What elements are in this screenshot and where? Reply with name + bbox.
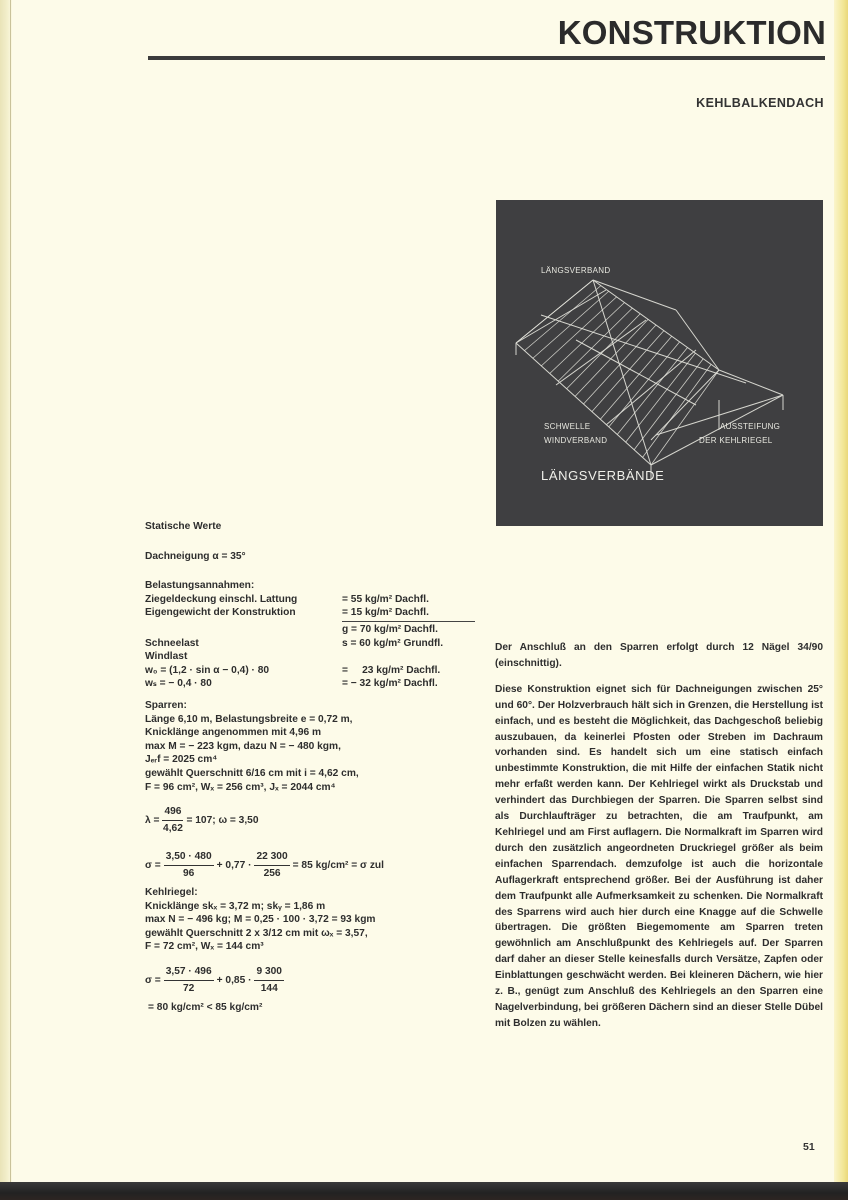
sum-value: g = 70 kg/m² Dachfl. <box>342 623 438 635</box>
lambda-rhs: = 107; ω = 3,50 <box>186 814 259 826</box>
collar-line: Knicklänge skₓ = 3,72 m; skᵧ = 1,86 m <box>145 900 326 912</box>
rafter-line <box>592 331 664 412</box>
lambda-fraction <box>162 806 183 835</box>
wind-brace <box>556 320 646 385</box>
rafter-line <box>524 286 600 351</box>
label-laengsverband: LÄNGSVERBAND <box>541 266 611 275</box>
wind-label: wₛ = − 0,4 · 80 <box>145 678 212 690</box>
page-number: 51 <box>803 1141 815 1153</box>
lambda-formula <box>145 806 475 835</box>
wind-brace <box>576 340 696 405</box>
sigma-mid: + 0,85 · <box>216 974 252 986</box>
numerator: 3,50 · 480 <box>164 851 214 866</box>
sigma-formula-rafter <box>145 851 475 880</box>
wind-row <box>145 664 475 678</box>
collar-line <box>541 315 746 383</box>
roof-bracing-figure <box>496 200 823 526</box>
lambda-numerator: 496 <box>162 806 183 821</box>
wind-brace <box>516 290 606 343</box>
sigma-lhs: σ = <box>145 859 161 871</box>
wind-value: = − 32 kg/m² Dachfl. <box>342 678 438 690</box>
sigma-fraction-1 <box>164 966 214 995</box>
page-bottom-edge <box>0 1182 848 1200</box>
label-aussteifung: AUSSTEIFUNG <box>720 422 781 431</box>
denominator: 72 <box>183 983 195 995</box>
load-value: = 55 kg/m² Dachfl. <box>342 593 429 605</box>
back-gable-right <box>719 370 783 395</box>
load-row <box>145 606 475 620</box>
static-values-column <box>145 520 475 1015</box>
denominator: 144 <box>260 983 278 995</box>
rafter-line <box>600 336 671 419</box>
rafter-line: max M = − 223 kgm, dazu N = − 480 kgm, <box>145 740 341 752</box>
figure-caption: LÄNGSVERBÄNDE <box>541 468 665 483</box>
sigma-fraction-1 <box>164 851 214 880</box>
numerator: 3,57 · 496 <box>164 966 214 981</box>
wind-heading: Windlast <box>145 651 188 663</box>
lambda-lhs: λ = <box>145 814 160 826</box>
load-label: Eigengewicht der Konstruktion <box>145 607 296 619</box>
rafter-line <box>575 319 648 396</box>
section-subtitle: KEHLBALKENDACH <box>696 96 824 110</box>
label-schwelle: SCHWELLE <box>544 422 591 431</box>
rafter-line <box>533 291 609 358</box>
snow-value: s = 60 kg/m² Grundfl. <box>342 637 444 649</box>
ridge-back <box>593 280 676 310</box>
paragraph: Der Anschluß an den Sparren erfolgt durch 12 Nägel 34/90 (einschnittig). <box>495 642 823 669</box>
rafter-line: Länge 6,10 m, Belastungsbreite e = 0,72 m, <box>145 713 353 725</box>
wind-value: = 23 kg/m² Dachfl. <box>342 664 441 676</box>
rafter-heading: Sparren: <box>145 699 187 711</box>
numerator: 22 300 <box>254 851 289 866</box>
rafter-line <box>516 280 593 343</box>
paragraph: Diese Konstruktion eignet sich für Dachneigungen zwischen 25° und 60°. Der Holzverbrauch hält sich in Grenzen, die Herstellung ist einfach, und es besteht die Möglichkeit, das Dachgeschoß beliebig auszubauen, da keinerlei Pfosten oder Streben im Dachraum vorhanden sind. Es handelt sich um eine statisch einfach unbestimmte Konstruktion, die mit Hilfe der einfachen Statik nicht mehr erfaßt werden kann. Der Kehlriegel wirkt als Druckstab und verhindert das Durchbiegen der Sparren. Die Sparren selbst sind als Durchlaufträger zu betrachten, die am Traufpunkt, am Kehlriegel und am First auflagern. Die Normalkraft im Sparren wird durch den zusätzlich angeordneten Druckriegel größer als beim einfachen Sparrendach. demzufolge ist auch die horizontale Auflagerkraft entsprechend größer. Bei der Ausführung ist daher dem Traufpunkt alle Aufmerksamkeit zu schenken. Die Normalkraft des Sparrens wird auch hier durch eine Knagge auf die Schwelle übertragen. Die größten Biegemomente am Sparren treten gewöhnlich am Anschlußpunkt des Kehlriegels auf. Der Sparren darf daher an dieser Stelle keinesfalls durch Versätze, Zapfen oder Einblattungen geschwächt werden. Bei kleineren Dächern, wie hier z. B., genügt zum Anschluß des Kehlriegels an den Sparren eine Nagelverbindung, bei größeren Dächern sind an dieser Stelle Dübel mit Bolzen zu wählen. <box>495 683 823 1029</box>
load-label: Ziegeldeckung einschl. Lattung <box>145 593 298 605</box>
rafter-line <box>651 370 719 465</box>
load-value: = 15 kg/m² Dachfl. <box>342 607 429 619</box>
load-row <box>145 593 475 607</box>
wind-label: w₀ = (1,2 · sin α − 0,4) · 80 <box>145 664 270 676</box>
page-title: KONSTRUKTION <box>557 14 826 51</box>
page-right-edge <box>834 0 848 1200</box>
label-kehlriegel: DER KEHLRIEGEL <box>699 436 773 445</box>
collar-line: F = 72 cm², Wₓ = 144 cm³ <box>145 941 264 953</box>
rafter-line: Jₑᵣf = 2025 cm⁴ <box>145 754 218 766</box>
collar-line: max N = − 496 kg; M = 0,25 · 100 · 3,72 = 93 kgm <box>145 914 376 926</box>
rafter-line: F = 96 cm², Wₓ = 256 cm³, Jₓ = 2044 cm⁴ <box>145 781 336 793</box>
collar-heading: Kehlriegel: <box>145 887 198 899</box>
rafter-line <box>626 353 696 442</box>
wind-row <box>145 677 475 691</box>
loads-heading: Belastungsannahmen: <box>145 580 255 592</box>
snow-label: Schneelast <box>145 637 199 649</box>
statics-heading: Statische Werte <box>145 521 222 532</box>
gutter-line <box>10 0 11 1185</box>
lambda-denominator: 4,62 <box>163 823 183 835</box>
sigma-mid: + 0,77 · <box>216 859 252 871</box>
sigma-fraction-2 <box>254 966 284 995</box>
sum-row <box>145 623 475 637</box>
rafter-line <box>567 314 641 389</box>
body-text-column <box>495 640 823 1042</box>
rafter-line: Knicklänge angenommen mit 4,96 m <box>145 727 322 739</box>
sigma-rhs: = 85 kg/cm² = σ zul <box>292 859 384 871</box>
header-rule <box>148 56 825 60</box>
denominator: 96 <box>183 868 195 880</box>
sigma-result: = 80 kg/cm² < 85 kg/cm² <box>148 1002 263 1014</box>
snow-row <box>145 637 475 651</box>
label-windverband: WINDVERBAND <box>544 436 608 445</box>
sigma-fraction-2 <box>254 851 289 880</box>
numerator: 9 300 <box>254 966 284 981</box>
sigma-formula-collar <box>145 966 475 995</box>
denominator: 256 <box>263 868 281 880</box>
rafter-line: gewählt Querschnitt 6/16 cm mit i = 4,62 cm, <box>145 767 359 779</box>
sigma-lhs: σ = <box>145 974 161 986</box>
collar-line: gewählt Querschnitt 2 x 3/12 cm mit ωₓ = 3,57, <box>145 927 368 939</box>
roof-pitch: Dachneigung α = 35° <box>145 550 246 562</box>
rafter-line <box>609 342 680 427</box>
